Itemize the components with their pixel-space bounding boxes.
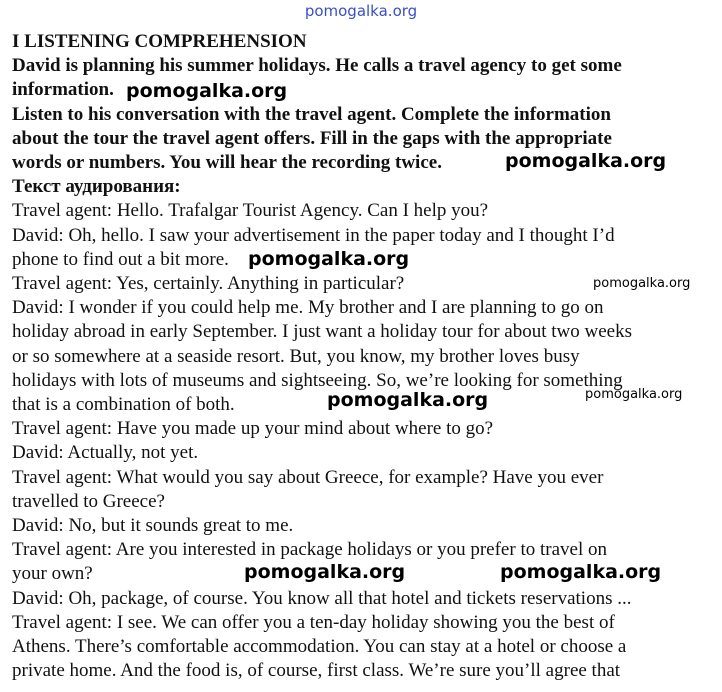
watermark: pomogalka.org: [500, 561, 662, 583]
watermark: pomogalka.org: [327, 389, 489, 411]
transcript-line: your own?: [12, 563, 93, 585]
watermark: pomogalka.org: [248, 248, 410, 270]
transcript-line: Travel agent: I see. We can offer you a ten-day holiday showing you the best of: [12, 611, 615, 633]
transcript-line: private home. And the food is, of course, first class. We’re sure you’ll agree that: [12, 660, 621, 682]
transcript-line: Travel agent: Hello. Trafalgar Tourist Agency. Can I help you?: [12, 200, 489, 222]
transcript-line: or so somewhere at a seaside resort. But, you know, my brother loves busy: [12, 345, 580, 367]
transcript-line: David: Actually, not yet.: [12, 442, 199, 464]
transcript-line: Travel agent: What would you say about Greece, for example? Have you ever: [12, 466, 604, 488]
transcript-line: holiday abroad in early September. I just want a holiday tour for about two weeks: [12, 321, 632, 343]
task-instruction-line: words or numbers. You will hear the recording twice.: [12, 152, 442, 174]
transcript-line: David: I wonder if you could help me. My brother and I are planning to go on: [12, 297, 604, 319]
transcript-line: Travel agent: Have you made up your mind about where to go?: [12, 418, 494, 440]
task-intro-line: information.: [12, 79, 114, 101]
watermark: pomogalka.org: [593, 276, 691, 291]
transcript-line: David: Oh, hello. I saw your advertisement in the paper today and I thought I’d: [12, 224, 615, 246]
transcript-line: Athens. There’s comfortable accommodation. You can stay at a hotel or choose a: [12, 636, 627, 658]
task-instruction-line: about the tour the travel agent offers. Fill in the gaps with the appropriate: [12, 127, 612, 149]
transcript-line: Travel agent: Yes, certainly. Anything in particular?: [12, 273, 405, 295]
watermark: pomogalka.org: [505, 150, 667, 172]
header-watermark: pomogalka.org: [304, 2, 418, 20]
transcript-line: that is a combination of both.: [12, 394, 235, 416]
transcript-heading: Текст аудирования:: [12, 176, 181, 198]
transcript-line: phone to find out a bit more.: [12, 248, 229, 270]
watermark: pomogalka.org: [244, 561, 406, 583]
transcript-line: David: Oh, package, of course. You know all that hotel and tickets reservations ...: [12, 587, 632, 609]
transcript-line: travelled to Greece?: [12, 490, 165, 512]
document-body: [12, 30, 712, 683]
task-intro-line: David is planning his summer holidays. He calls a travel agency to get some: [12, 55, 622, 77]
watermark: pomogalka.org: [126, 80, 288, 102]
watermark: pomogalka.org: [585, 387, 683, 402]
task-instruction-line: Listen to his conversation with the travel agent. Complete the information: [12, 103, 611, 125]
transcript-line: holidays with lots of museums and sightseeing. So, we’re looking for something: [12, 369, 623, 391]
transcript-line: Travel agent: Are you interested in package holidays or you prefer to travel on: [12, 539, 607, 561]
section-heading: I LISTENING COMPREHENSION: [12, 31, 307, 52]
transcript-line: David: No, but it sounds great to me.: [12, 515, 294, 537]
